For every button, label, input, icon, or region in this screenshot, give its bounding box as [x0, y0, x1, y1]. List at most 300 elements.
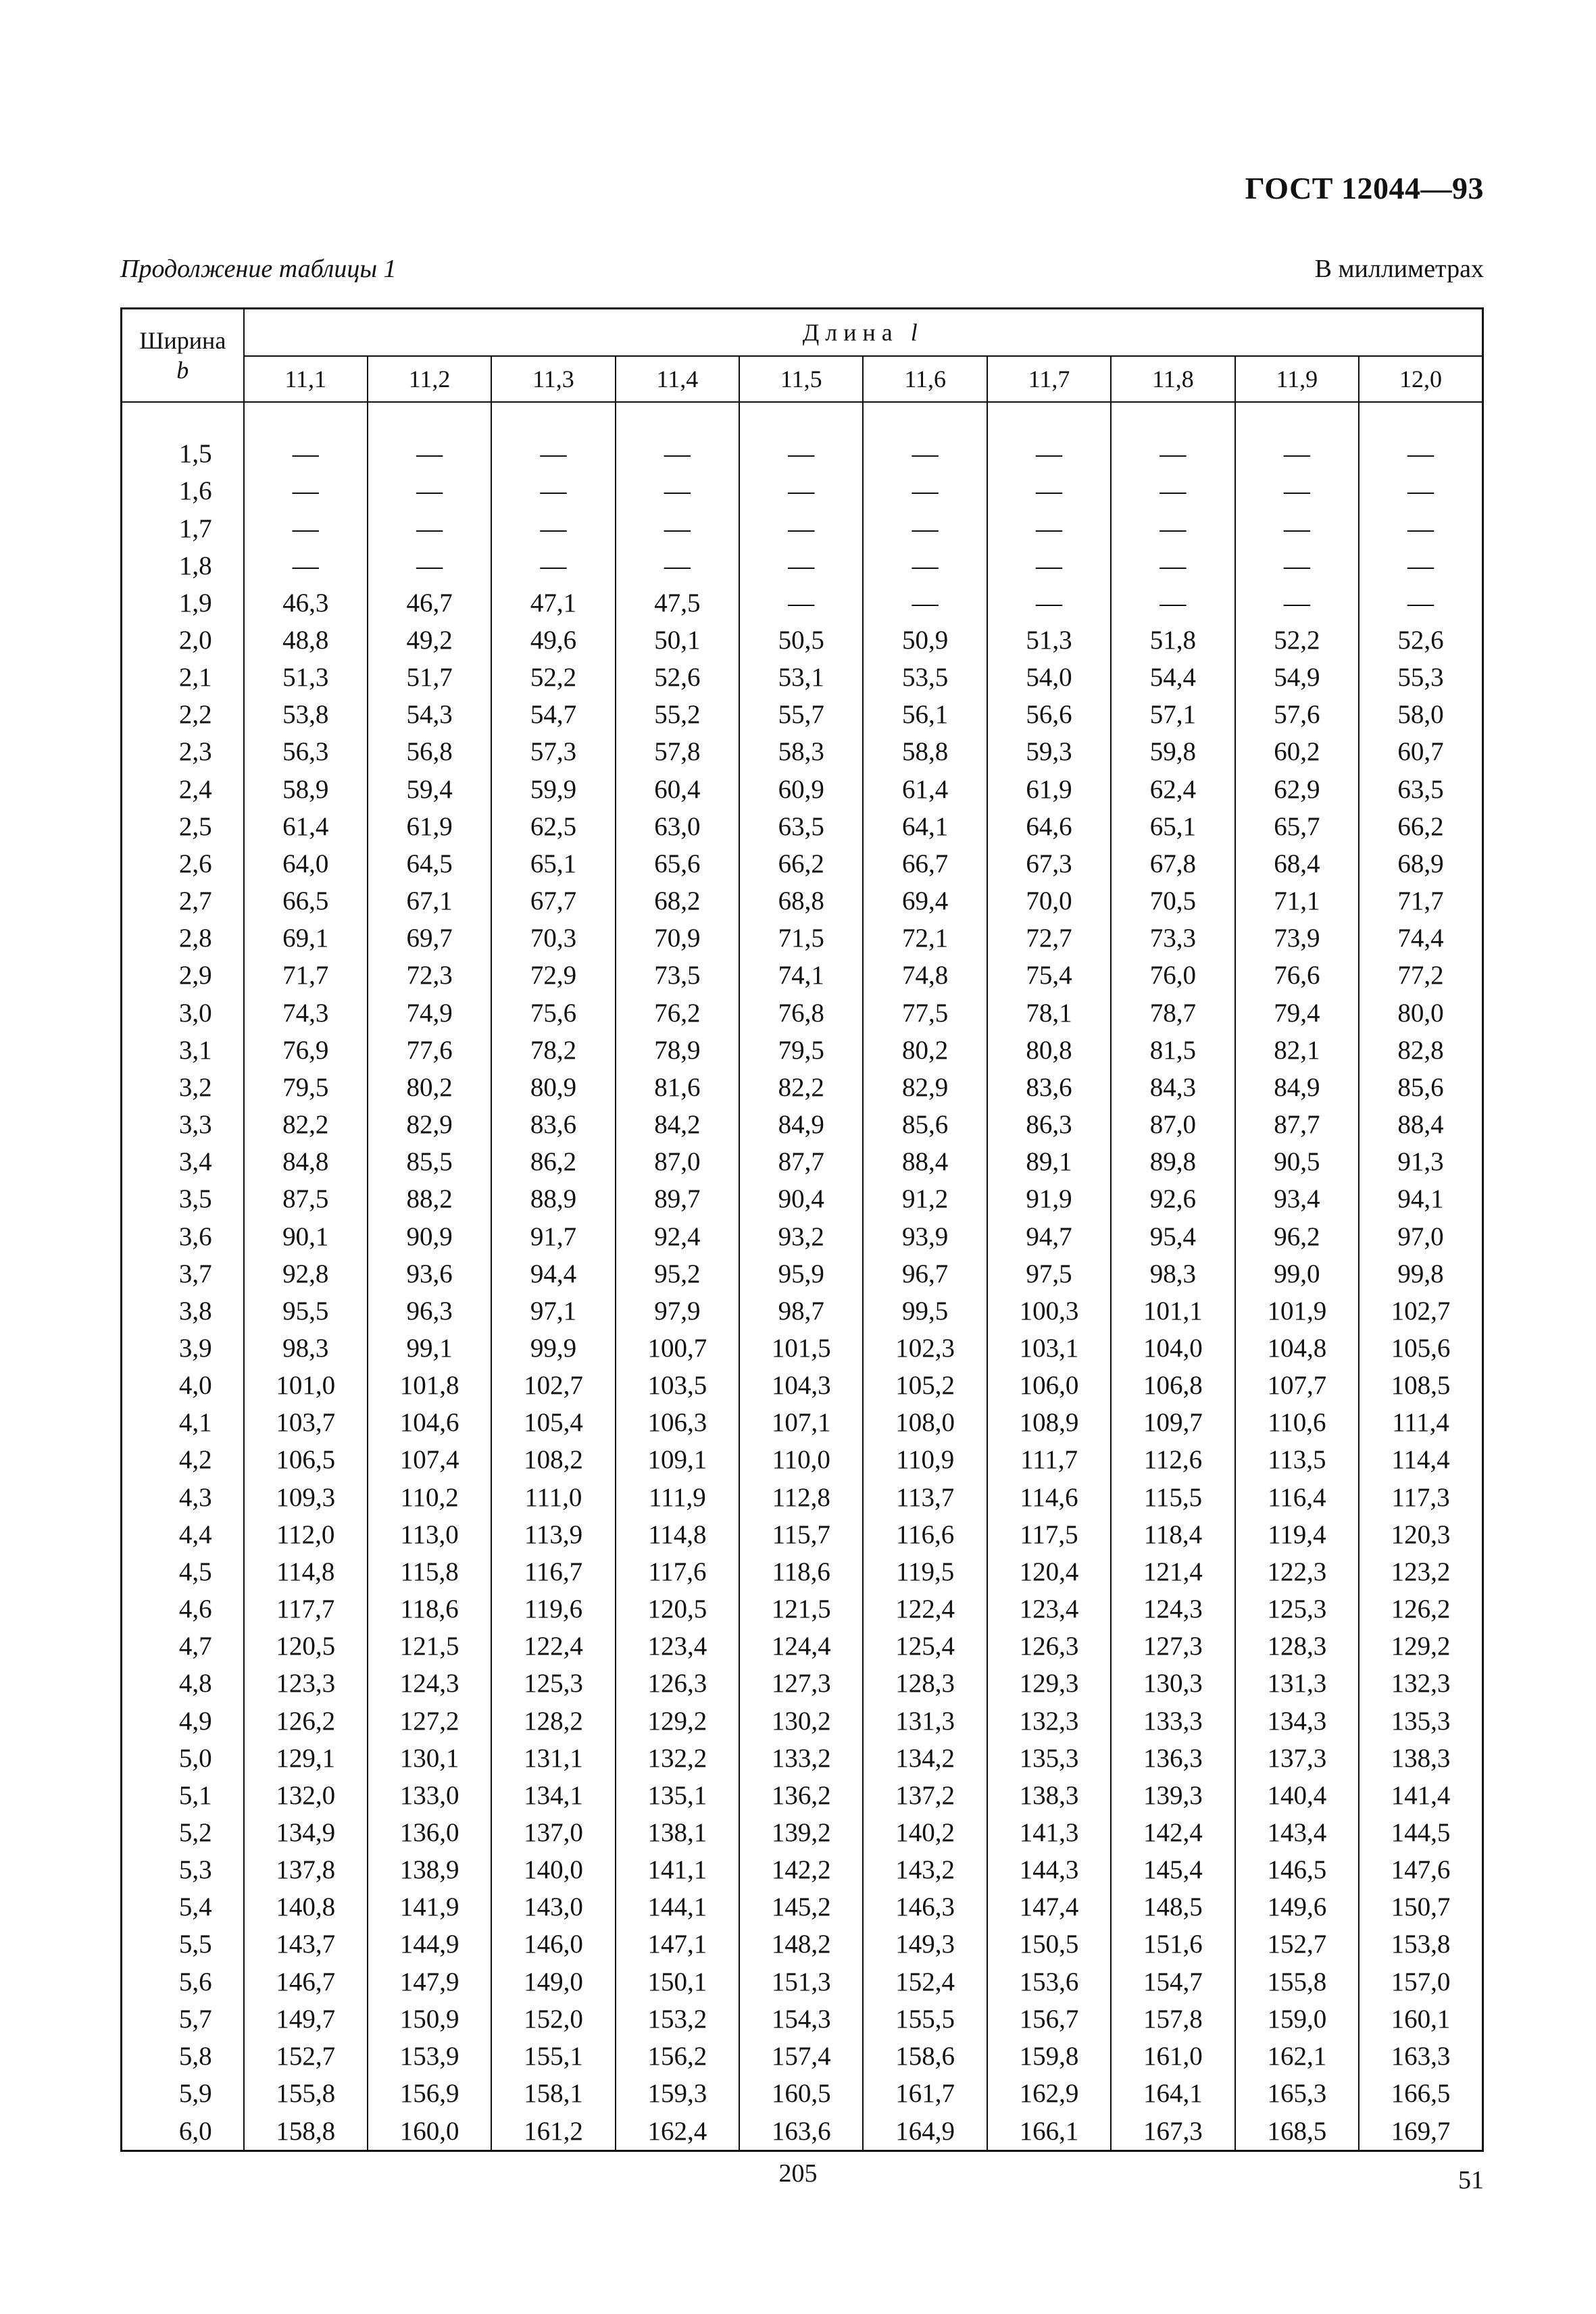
- table-row: [122, 1330, 1483, 1367]
- table-cell: 76,0: [1111, 957, 1235, 994]
- table-cell: 85,5: [368, 1143, 491, 1180]
- table-cell: —: [863, 435, 987, 472]
- table-cell: 162,4: [616, 2112, 739, 2150]
- table-row: [122, 1628, 1483, 1665]
- table-row: [122, 659, 1483, 696]
- width-value-cell: 3,5: [122, 1180, 244, 1217]
- table-cell: 54,7: [491, 696, 615, 733]
- table-cell: 141,9: [368, 1888, 491, 1926]
- table-cell: 159,8: [987, 2038, 1111, 2075]
- table-cell: 99,8: [1397, 1259, 1444, 1288]
- table-cell: 161,0: [1111, 2038, 1235, 2075]
- width-header-label: Ширина: [139, 327, 226, 354]
- table-cell: 58,0: [1397, 700, 1444, 730]
- table-cell: 164,1: [1111, 2075, 1235, 2112]
- table-cell: 89,8: [1111, 1143, 1235, 1180]
- table-cell: —: [1111, 509, 1235, 547]
- table-cell: 108,2: [491, 1441, 615, 1478]
- table-cell: 47,5: [616, 584, 739, 622]
- table-cell: 101,1: [1111, 1292, 1235, 1330]
- table-row: [122, 957, 1483, 994]
- width-value-cell: 3,1: [122, 1032, 244, 1069]
- width-value-cell: 4,9: [122, 1702, 244, 1739]
- width-value-cell: 1,6: [122, 472, 244, 509]
- table-cell: 109,7: [1111, 1404, 1235, 1441]
- table-cell: 149,7: [244, 2001, 368, 2038]
- table-cell: 125,3: [1235, 1590, 1359, 1628]
- width-value-cell: 3,7: [122, 1255, 244, 1292]
- width-value-cell: 4,4: [122, 1516, 244, 1553]
- spacer-cell: [491, 402, 615, 435]
- width-value-cell: 5,6: [122, 1963, 244, 2001]
- table-cell: 122,4: [491, 1628, 615, 1665]
- table-cell: 106,3: [616, 1404, 739, 1441]
- table-cell: 144,3: [987, 1851, 1111, 1888]
- table-cell: —: [491, 435, 615, 472]
- width-value-cell: 4,6: [122, 1590, 244, 1628]
- table-cell: 140,4: [1235, 1777, 1359, 1814]
- table-cell: 102,7: [1391, 1296, 1451, 1326]
- table-cell: 61,4: [863, 771, 987, 808]
- table-cell: 157,0: [1391, 1967, 1451, 1996]
- table-cell: 150,7: [1391, 1892, 1451, 1922]
- table-cell: 107,1: [739, 1404, 863, 1441]
- table-cell: 84,9: [1235, 1069, 1359, 1106]
- table-cell: 136,0: [368, 1814, 491, 1851]
- table-cell: 160,1: [1391, 2004, 1451, 2034]
- width-value-cell: 4,7: [122, 1628, 244, 1665]
- table-cell: 90,9: [368, 1217, 491, 1255]
- table-row: [122, 1590, 1483, 1628]
- table-cell: 106,8: [1111, 1367, 1235, 1404]
- table-cell: 131,3: [863, 1702, 987, 1739]
- table-cell: 151,6: [1111, 1926, 1235, 1963]
- table-cell: 93,6: [368, 1255, 491, 1292]
- table-cell: 118,6: [368, 1590, 491, 1628]
- length-column-header: 11,5: [739, 356, 863, 402]
- table-cell: 57,6: [1235, 696, 1359, 733]
- table-cell: 73,5: [616, 957, 739, 994]
- table-cell: 137,8: [244, 1851, 368, 1888]
- table-cell: 120,5: [616, 1590, 739, 1628]
- table-cell: 98,7: [739, 1292, 863, 1330]
- table-cell: 161,7: [863, 2075, 987, 2112]
- table-cell: 105,2: [863, 1367, 987, 1404]
- page-number-center: 205: [778, 2159, 818, 2188]
- table-cell: 75,6: [491, 994, 615, 1031]
- table-row: [122, 1851, 1483, 1888]
- table-cell: 92,6: [1111, 1180, 1235, 1217]
- table-cell: 49,2: [368, 622, 491, 659]
- table-cell: 138,1: [616, 1814, 739, 1851]
- table-cell: 83,6: [987, 1069, 1111, 1106]
- width-value-cell: 3,6: [122, 1217, 244, 1255]
- table-cell: 106,0: [987, 1367, 1111, 1404]
- table-cell: 114,8: [244, 1553, 368, 1590]
- table-cell: 145,4: [1111, 1851, 1235, 1888]
- width-value-cell: 4,5: [122, 1553, 244, 1590]
- table-cell: 69,7: [368, 920, 491, 957]
- table-row: [122, 882, 1483, 920]
- table-cell: 131,3: [1235, 1665, 1359, 1702]
- width-value-cell: 5,5: [122, 1926, 244, 1963]
- spacer-cell: [368, 402, 491, 435]
- table-cell: 149,3: [863, 1926, 987, 1963]
- table-cell: 146,3: [863, 1888, 987, 1926]
- table-cell: —: [1235, 584, 1359, 622]
- table-cell: 88,9: [491, 1180, 615, 1217]
- table-cell: 120,3: [1391, 1519, 1451, 1549]
- table-cell: 167,3: [1111, 2112, 1235, 2150]
- table-cell: —: [1407, 439, 1434, 469]
- width-value-cell: 4,0: [122, 1367, 244, 1404]
- table-cell: 100,7: [616, 1330, 739, 1367]
- table-cell: 141,3: [987, 1814, 1111, 1851]
- table-cell: 66,2: [1397, 811, 1444, 841]
- table-cell: 94,4: [491, 1255, 615, 1292]
- length-column-header: 11,9: [1235, 356, 1359, 402]
- table-cell: 74,4: [1397, 924, 1444, 953]
- table-cell: 154,7: [1111, 1963, 1235, 2001]
- table-cell: 111,0: [491, 1479, 615, 1516]
- table-cell: 139,2: [739, 1814, 863, 1851]
- table-cell: 119,6: [491, 1590, 615, 1628]
- table-cell: 104,3: [739, 1367, 863, 1404]
- table-row: [122, 1479, 1483, 1516]
- table-cell: 134,9: [244, 1814, 368, 1851]
- table-cell: 61,9: [987, 771, 1111, 808]
- table-cell: 168,5: [1235, 2112, 1359, 2150]
- table-cell: 71,5: [739, 920, 863, 957]
- units-caption: В миллиметрах: [1314, 255, 1484, 283]
- table-cell: 97,5: [987, 1255, 1111, 1292]
- table-cell: 113,9: [491, 1516, 615, 1553]
- table-cell: 71,7: [244, 957, 368, 994]
- table-cell: —: [491, 547, 615, 584]
- width-value-cell: 3,0: [122, 994, 244, 1031]
- table-cell: 137,3: [1235, 1740, 1359, 1777]
- table-cell: 155,1: [491, 2038, 615, 2075]
- table-cell: 90,1: [244, 1217, 368, 1255]
- table-cell: —: [863, 509, 987, 547]
- table-cell: —: [739, 509, 863, 547]
- table-cell: 118,6: [739, 1553, 863, 1590]
- table-cell: 146,5: [1235, 1851, 1359, 1888]
- table-cell: 156,9: [368, 2075, 491, 2112]
- table-cell: 143,4: [1235, 1814, 1359, 1851]
- table-cell: 132,3: [987, 1702, 1111, 1739]
- table-cell: 64,6: [987, 808, 1111, 845]
- table-cell: 78,2: [491, 1032, 615, 1069]
- table-cell: 143,0: [491, 1888, 615, 1926]
- table-row: [122, 1777, 1483, 1814]
- table-cell: 116,7: [491, 1553, 615, 1590]
- table-cell: 100,3: [987, 1292, 1111, 1330]
- table-row: [122, 808, 1483, 845]
- table-cell: 117,5: [987, 1516, 1111, 1553]
- table-cell: 114,4: [1391, 1445, 1450, 1475]
- length-column-header: 11,2: [368, 356, 491, 402]
- table-cell: —: [616, 435, 739, 472]
- table-cell: 54,3: [368, 696, 491, 733]
- width-value-cell: 1,7: [122, 509, 244, 547]
- table-row: [122, 1180, 1483, 1217]
- table-row: [122, 1441, 1483, 1478]
- width-value-cell: 2,3: [122, 733, 244, 770]
- table-cell: 95,4: [1111, 1217, 1235, 1255]
- table-cell: 123,4: [987, 1590, 1111, 1628]
- width-value-cell: 3,9: [122, 1330, 244, 1367]
- table-cell: 110,6: [1235, 1404, 1359, 1441]
- width-value-cell: 5,0: [122, 1740, 244, 1777]
- table-cell: 122,4: [863, 1590, 987, 1628]
- table-cell: 90,5: [1235, 1143, 1359, 1180]
- table-cell: 101,5: [739, 1330, 863, 1367]
- width-value-cell: 3,2: [122, 1069, 244, 1106]
- table-cell: 152,7: [244, 2038, 368, 2075]
- table-cell: 111,4: [1392, 1408, 1449, 1438]
- table-cell: 147,6: [1391, 1855, 1451, 1885]
- table-cell: 97,0: [1397, 1222, 1444, 1251]
- document-code: ГОСТ 12044—93: [1245, 171, 1484, 205]
- table-cell: 137,2: [863, 1777, 987, 1814]
- table-cell: 91,2: [863, 1180, 987, 1217]
- table-cell: 82,1: [1235, 1032, 1359, 1069]
- table-cell: 144,5: [1391, 1818, 1451, 1847]
- table-cell: 109,3: [244, 1479, 368, 1516]
- width-value-cell: 5,9: [122, 2075, 244, 2112]
- table-cell: 60,4: [616, 771, 739, 808]
- table-cell: 109,1: [616, 1441, 739, 1478]
- width-value-cell: 5,7: [122, 2001, 244, 2038]
- table-cell: 82,2: [739, 1069, 863, 1106]
- table-cell: —: [244, 547, 368, 584]
- table-cell: 84,2: [616, 1106, 739, 1143]
- table-cell: 117,6: [616, 1553, 739, 1590]
- length-column-header: 11,1: [244, 356, 368, 402]
- table-row: [122, 1106, 1483, 1143]
- table-cell: —: [739, 547, 863, 584]
- table-cell: 134,2: [863, 1740, 987, 1777]
- table-cell: 107,4: [368, 1441, 491, 1478]
- table-cell: 91,7: [491, 1217, 615, 1255]
- table-cell: 153,9: [368, 2038, 491, 2075]
- table-cell: 105,6: [1391, 1333, 1451, 1363]
- table-cell: 156,2: [616, 2038, 739, 2075]
- table-cell: 46,7: [368, 584, 491, 622]
- table-cell: 53,8: [244, 696, 368, 733]
- table-cell: —: [739, 472, 863, 509]
- length-values-header-row: [122, 356, 1483, 402]
- table-cell: 164,9: [863, 2112, 987, 2150]
- table-cell: —: [1407, 551, 1434, 580]
- length-header-label: Длина: [802, 319, 899, 346]
- table-cell: 62,4: [1111, 771, 1235, 808]
- table-cell: 78,9: [616, 1032, 739, 1069]
- table-row: [122, 2112, 1483, 2150]
- table-cell: 103,7: [244, 1404, 368, 1441]
- table-cell: 108,0: [863, 1404, 987, 1441]
- table-cell: —: [1111, 472, 1235, 509]
- table-cell: 85,6: [863, 1106, 987, 1143]
- table-cell: 138,3: [1391, 1743, 1451, 1773]
- table-cell: 122,3: [1235, 1553, 1359, 1590]
- table-cell: 86,2: [491, 1143, 615, 1180]
- table-cell: 56,3: [244, 733, 368, 770]
- spacer-cell: [122, 402, 244, 435]
- table-row: [122, 1740, 1483, 1777]
- table-cell: 116,4: [1235, 1479, 1359, 1516]
- length-symbol: l: [910, 319, 924, 346]
- table-cell: 147,4: [987, 1888, 1111, 1926]
- table-cell: 103,1: [987, 1330, 1111, 1367]
- table-cell: 140,2: [863, 1814, 987, 1851]
- table-cell: 84,9: [739, 1106, 863, 1143]
- table-cell: 65,1: [491, 845, 615, 882]
- table-cell: 120,4: [987, 1553, 1111, 1590]
- table-cell: 87,5: [244, 1180, 368, 1217]
- table-row: [122, 584, 1483, 622]
- table-cell: 71,1: [1235, 882, 1359, 920]
- table-cell: 125,4: [863, 1628, 987, 1665]
- table-row: [122, 920, 1483, 957]
- table-row: [122, 1516, 1483, 1553]
- table-cell: 127,2: [368, 1702, 491, 1739]
- table-cell: 82,8: [1397, 1035, 1444, 1065]
- table-cell: 136,3: [1111, 1740, 1235, 1777]
- table-cell: 67,7: [491, 882, 615, 920]
- table-cell: 51,3: [244, 659, 368, 696]
- table-cell: 76,8: [739, 994, 863, 1031]
- table-cell: 133,3: [1111, 1702, 1235, 1739]
- table-cell: 74,8: [863, 957, 987, 994]
- dimensions-table: [120, 307, 1484, 2152]
- table-cell: 63,0: [616, 808, 739, 845]
- table-cell: 148,2: [739, 1926, 863, 1963]
- table-cell: 73,3: [1111, 920, 1235, 957]
- table-cell: 148,5: [1111, 1888, 1235, 1926]
- table-cell: 157,4: [739, 2038, 863, 2075]
- table-cell: 87,0: [1111, 1106, 1235, 1143]
- table-cell: —: [368, 472, 491, 509]
- table-cell: 71,7: [1397, 886, 1444, 916]
- table-cell: 113,0: [368, 1516, 491, 1553]
- table-row: [122, 1143, 1483, 1180]
- table-cell: 144,9: [368, 1926, 491, 1963]
- table-cell: 126,3: [987, 1628, 1111, 1665]
- table-cell: 129,2: [616, 1702, 739, 1739]
- table-cell: 63,5: [739, 808, 863, 845]
- table-row: [122, 1702, 1483, 1739]
- table-cell: 153,8: [1391, 1930, 1451, 1959]
- table-cell: 82,2: [244, 1106, 368, 1143]
- table-cell: 149,0: [491, 1963, 615, 2001]
- table-cell: —: [863, 547, 987, 584]
- table-cell: 138,9: [368, 1851, 491, 1888]
- table-cell: 155,8: [244, 2075, 368, 2112]
- table-cell: —: [987, 472, 1111, 509]
- table-cell: 135,1: [616, 1777, 739, 1814]
- table-cell: 92,8: [244, 1255, 368, 1292]
- table-cell: 146,7: [244, 1963, 368, 2001]
- table-cell: 65,1: [1111, 808, 1235, 845]
- table-cell: 67,8: [1111, 845, 1235, 882]
- table-cell: 76,6: [1235, 957, 1359, 994]
- width-value-cell: 2,5: [122, 808, 244, 845]
- table-cell: 96,3: [368, 1292, 491, 1330]
- table-cell: 113,5: [1235, 1441, 1359, 1478]
- table-cell: —: [368, 435, 491, 472]
- table-cell: 101,0: [244, 1367, 368, 1404]
- table-cell: —: [987, 584, 1111, 622]
- table-cell: 54,0: [987, 659, 1111, 696]
- table-cell: 127,3: [1111, 1628, 1235, 1665]
- table-cell: 77,6: [368, 1032, 491, 1069]
- table-cell: 106,5: [244, 1441, 368, 1478]
- table-cell: 162,9: [987, 2075, 1111, 2112]
- table-cell: 91,3: [1397, 1147, 1444, 1177]
- table-cell: 113,7: [863, 1479, 987, 1516]
- table-cell: —: [1235, 509, 1359, 547]
- spacer-cell: [1359, 402, 1482, 435]
- table-cell: 121,4: [1111, 1553, 1235, 1590]
- table-cell: 140,0: [491, 1851, 615, 1888]
- table-cell: 65,7: [1235, 808, 1359, 845]
- table-cell: —: [1235, 472, 1359, 509]
- table-cell: 94,1: [1397, 1184, 1444, 1214]
- table-cell: 104,0: [1111, 1330, 1235, 1367]
- table-cell: 70,9: [616, 920, 739, 957]
- length-column-header: 11,6: [863, 356, 987, 402]
- table-cell: 156,7: [987, 2001, 1111, 2038]
- width-value-cell: 3,4: [122, 1143, 244, 1180]
- table-cell: 68,8: [739, 882, 863, 920]
- table-cell: 131,1: [491, 1740, 615, 1777]
- table-cell: 163,3: [1391, 2041, 1451, 2071]
- table-cell: —: [1235, 435, 1359, 472]
- table-cell: 101,8: [368, 1367, 491, 1404]
- table-cell: 72,9: [491, 957, 615, 994]
- table-cell: —: [368, 547, 491, 584]
- table-cell: 158,1: [491, 2075, 615, 2112]
- table-cell: 102,7: [491, 1367, 615, 1404]
- table-cell: 145,2: [739, 1888, 863, 1926]
- table-cell: 68,4: [1235, 845, 1359, 882]
- table-cell: 95,9: [739, 1255, 863, 1292]
- table-cell: 80,2: [863, 1032, 987, 1069]
- table-cell: —: [1235, 547, 1359, 584]
- table-cell: 160,5: [739, 2075, 863, 2112]
- table-cell: 81,5: [1111, 1032, 1235, 1069]
- table-row: [122, 509, 1483, 547]
- table-cell: —: [491, 509, 615, 547]
- table-cell: —: [863, 584, 987, 622]
- table-cell: 89,7: [616, 1180, 739, 1217]
- width-value-cell: 2,9: [122, 957, 244, 994]
- width-value-cell: 1,8: [122, 547, 244, 584]
- table-cell: 105,4: [491, 1404, 615, 1441]
- table-cell: 59,9: [491, 771, 615, 808]
- table-cell: 64,1: [863, 808, 987, 845]
- table-cell: 112,8: [739, 1479, 863, 1516]
- table-continuation-caption: Продолжение таблицы 1: [120, 255, 397, 283]
- table-cell: 70,0: [987, 882, 1111, 920]
- table-cell: 155,8: [1235, 1963, 1359, 2001]
- table-cell: 46,3: [244, 584, 368, 622]
- table-row: [122, 1926, 1483, 1963]
- table-cell: 55,3: [1397, 663, 1444, 693]
- table-cell: 124,3: [1111, 1590, 1235, 1628]
